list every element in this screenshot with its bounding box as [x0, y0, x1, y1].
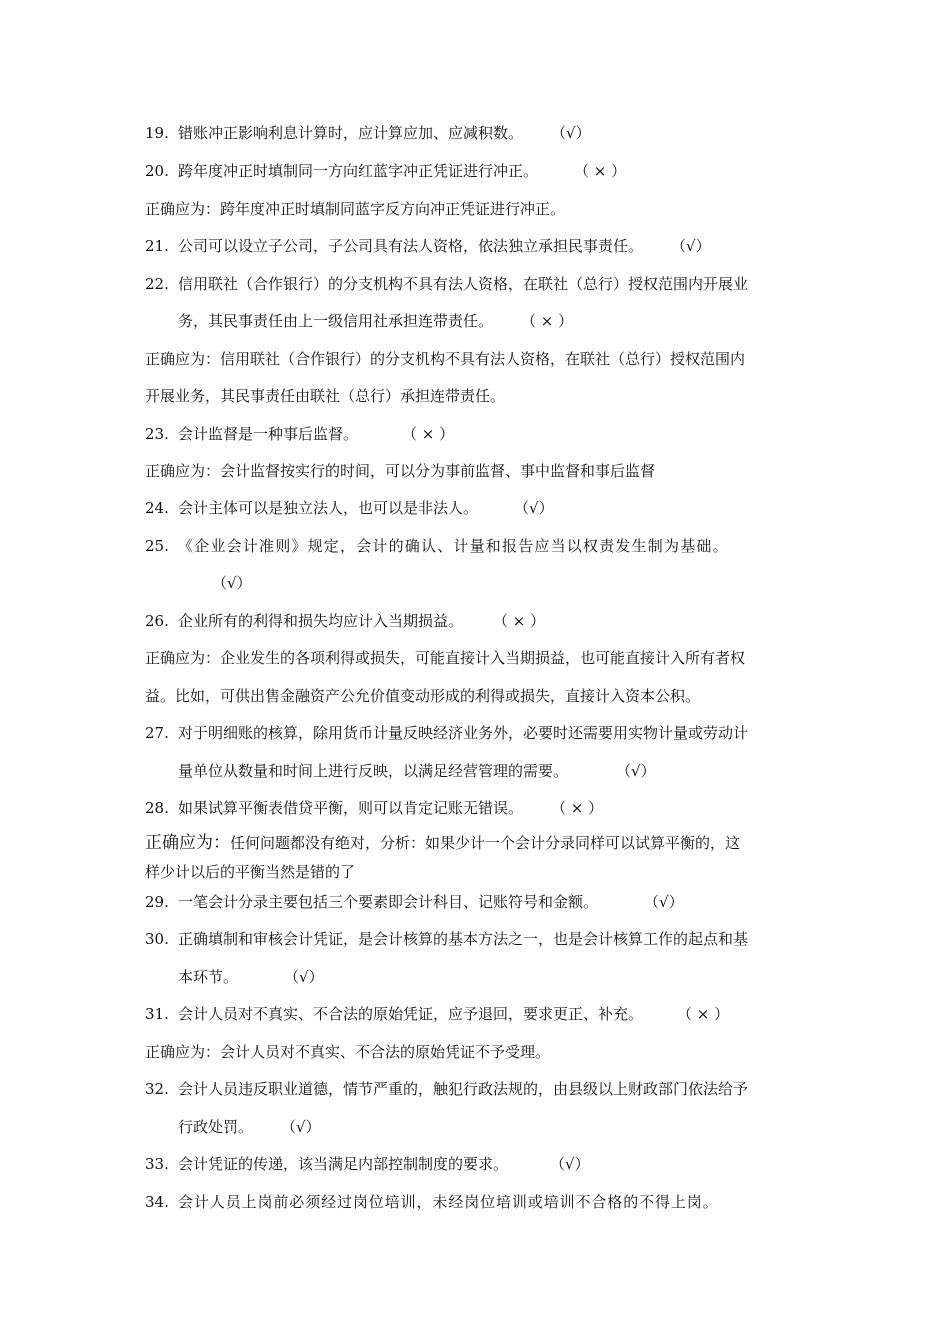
item-text: 信用联社（合作银行）的分支机构不具有法人资格，在联社（总行）授权范围内开展业	[178, 275, 749, 293]
answer-mark: （√）	[514, 499, 554, 517]
answer-mark: （√）	[644, 893, 684, 911]
item-number: 33.	[145, 1155, 169, 1173]
correction-22-line-2	[145, 386, 505, 406]
correction-28-line-2	[145, 862, 355, 882]
correction-31	[145, 1042, 550, 1062]
correction-22-line-1	[145, 349, 745, 369]
correction-text: 正确应为：跨年度冲正时填制同蓝字反方向冲正凭证进行冲正。	[145, 200, 566, 218]
item-number: 29.	[145, 893, 169, 911]
item-number: 23.	[145, 425, 169, 443]
correction-text: 任何问题都没有绝对，分析：如果少计一个会计分录同样可以试算平衡的，这	[230, 834, 741, 852]
correction-text: 样少计以后的平衡当然是错的了	[145, 863, 356, 881]
answer-mark: （ × ）	[493, 612, 546, 630]
item-text: 正确填制和审核会计凭证，是会计核算的基本方法之一，也是会计核算工作的起点和基	[178, 930, 749, 948]
item-text: 对于明细账的核算，除用货币计量反映经济业务外，必要时还需要用实物计量或劳动计	[178, 724, 749, 742]
item-20	[145, 161, 626, 181]
answer-mark: （ × ）	[551, 799, 604, 817]
item-text: 行政处罚。	[178, 1118, 254, 1136]
item-text: 公司可以设立子公司，子公司具有法人资格，依法独立承担民事责任。	[178, 237, 644, 255]
correction-lead: 正确应为：	[145, 833, 230, 853]
item-number: 22.	[145, 275, 169, 293]
item-25-continued	[212, 573, 252, 593]
answer-mark: （√）	[550, 1155, 590, 1173]
item-21	[145, 236, 711, 256]
correction-28-line-1	[145, 833, 740, 853]
item-number: 28.	[145, 799, 169, 817]
item-text: 如果试算平衡表借贷平衡，则可以肯定记账无错误。	[178, 799, 524, 817]
item-text: 会计人员上岗前必须经过岗位培训，未经岗位培训或培训不合格的不得上岗。	[178, 1193, 719, 1211]
answer-mark: （√）	[551, 124, 591, 142]
item-number: 27.	[145, 724, 169, 742]
item-19	[145, 123, 591, 143]
item-number: 34.	[145, 1193, 169, 1211]
item-text: 一笔会计分录主要包括三个要素即会计科目、记账符号和金额。	[178, 893, 599, 911]
item-number: 32.	[145, 1080, 169, 1098]
correction-20	[145, 199, 565, 219]
correction-23	[145, 461, 655, 481]
item-32	[145, 1079, 748, 1099]
correction-text: 正确应为：会计人员对不真实、不合法的原始凭证不予受理。	[145, 1043, 551, 1061]
item-23	[145, 424, 454, 444]
item-text: 错账冲正影响利息计算时，应计算应加、应减积数。	[178, 124, 524, 142]
item-text: 会计凭证的传递，该当满足内部控制制度的要求。	[178, 1155, 509, 1173]
item-text: 《企业会计准则》规定，会计的确认、计量和报告应当以权责发生制为基础。	[178, 537, 729, 555]
item-30	[145, 929, 748, 949]
item-31	[145, 1004, 729, 1024]
item-text: 量单位从数量和时间上进行反映，以满足经营管理的需要。	[178, 762, 569, 780]
item-number: 21.	[145, 237, 169, 255]
answer-mark: （ × ）	[521, 312, 574, 330]
item-text: 跨年度冲正时填制同一方向红蓝字冲正凭证进行冲正。	[178, 162, 539, 180]
item-number: 30.	[145, 930, 169, 948]
item-22-continued	[178, 311, 573, 331]
item-33	[145, 1154, 590, 1174]
item-text: 会计主体可以是独立法人，也可以是非法人。	[178, 499, 479, 517]
answer-mark: （√）	[284, 968, 324, 986]
answer-mark: （√）	[212, 574, 252, 592]
correction-text: 正确应为：会计监督按实行的时间，可以分为事前监督、事中监督和事后监督	[145, 462, 656, 480]
item-34	[145, 1192, 719, 1212]
item-30-continued	[178, 967, 324, 987]
item-text: 企业所有的利得和损失均应计入当期损益。	[178, 612, 464, 630]
item-text: 本环节。	[178, 968, 239, 986]
answer-mark: （√）	[616, 762, 656, 780]
correction-text: 正确应为：信用联社（合作银行）的分支机构不具有法人资格，在联社（总行）授权范围内	[145, 350, 746, 368]
item-number: 20.	[145, 162, 169, 180]
item-26	[145, 611, 545, 631]
correction-text: 益。比如，可供出售金融资产公允价值变动形成的利得或损失，直接计入资本公积。	[145, 687, 701, 705]
correction-26-line-2	[145, 686, 700, 706]
item-27-continued	[178, 761, 656, 781]
answer-mark: （√）	[281, 1118, 321, 1136]
item-text: 务，其民事责任由上一级信用社承担连带责任。	[178, 312, 494, 330]
item-text: 会计人员违反职业道德，情节严重的，触犯行政法规的，由县级以上财政部门依法给予	[178, 1080, 749, 1098]
item-29	[145, 892, 684, 912]
item-25	[145, 536, 729, 556]
item-number: 25.	[145, 537, 169, 555]
answer-mark: （ × ）	[677, 1005, 730, 1023]
item-24	[145, 498, 554, 518]
item-32-continued	[178, 1117, 321, 1137]
item-number: 24.	[145, 499, 169, 517]
answer-mark: （ × ）	[402, 425, 455, 443]
correction-text: 正确应为：企业发生的各项利得或损失，可能直接计入当期损益，也可能直接计入所有者权	[145, 649, 746, 667]
item-number: 31.	[145, 1005, 169, 1023]
item-number: 19.	[145, 124, 169, 142]
item-27	[145, 723, 748, 743]
item-22	[145, 274, 748, 294]
item-number: 26.	[145, 612, 169, 630]
item-28	[145, 798, 603, 818]
correction-text: 开展业务，其民事责任由联社（总行）承担连带责任。	[145, 387, 506, 405]
correction-26-line-1	[145, 648, 745, 668]
answer-mark: （ × ）	[574, 162, 627, 180]
item-text: 会计人员对不真实、不合法的原始凭证，应予退回，要求更正、补充。	[178, 1005, 644, 1023]
answer-mark: （√）	[671, 237, 711, 255]
item-text: 会计监督是一种事后监督。	[178, 425, 359, 443]
